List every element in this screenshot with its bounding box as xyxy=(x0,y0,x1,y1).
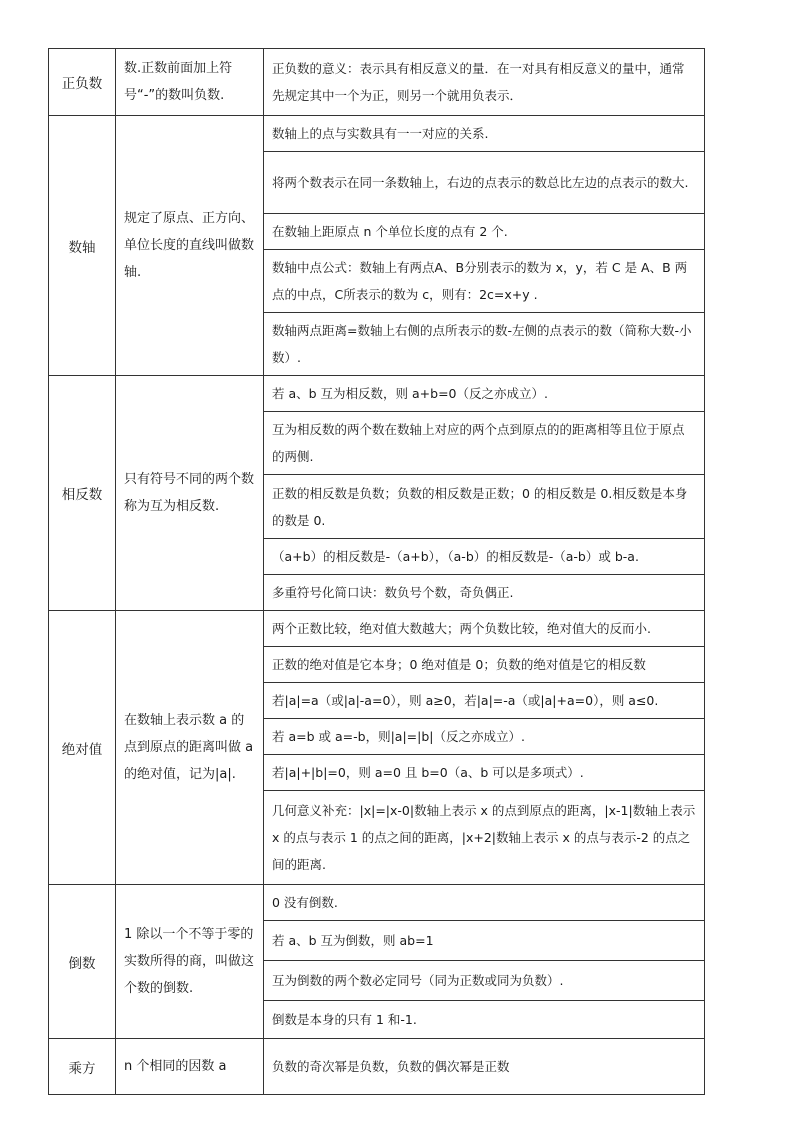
point-cell: 互为倒数的两个数必定同号（同为正数或同为负数）. xyxy=(264,961,705,1001)
term-cell: 正负数 xyxy=(49,49,116,116)
point-cell: 倒数是本身的只有 1 和-1. xyxy=(264,1001,705,1039)
row-absolute-value xyxy=(49,611,705,647)
term-cell: 相反数 xyxy=(49,376,116,611)
term-cell: 数轴 xyxy=(49,116,116,376)
point-cell: 0 没有倒数. xyxy=(264,885,705,921)
point-cell: 将两个数表示在同一条数轴上，右边的点表示的数总比左边的点表示的数大. xyxy=(264,152,705,214)
definition-cell: n 个相同的因数 a xyxy=(116,1039,264,1095)
point-cell: 若 a=b 或 a=-b，则|a|=|b|（反之亦成立）. xyxy=(264,719,705,755)
point-cell: 正负数的意义：表示具有相反意义的量．在一对具有相反意义的量中，通常先规定其中一个为正，则另一个就用负表示． xyxy=(264,49,705,116)
point-cell: 两个正数比较，绝对值大数越大；两个负数比较，绝对值大的反而小. xyxy=(264,611,705,647)
row-power xyxy=(49,1039,705,1095)
point-cell: 数轴中点公式：数轴上有两点A、B分别表示的数为 x，y，若 C 是 A、B 两点的中点，C所表示的数为 c，则有：2c=x+y . xyxy=(264,250,705,313)
definition-cell: 数.正数前面加上符号“-”的数叫负数. xyxy=(116,49,264,116)
point-cell: 多重符号化简口诀：数负号个数，奇负偶正. xyxy=(264,575,705,611)
point-cell: 若 a、b 互为相反数，则 a+b=0（反之亦成立）. xyxy=(264,376,705,412)
definition-cell: 只有符号不同的两个数称为互为相反数. xyxy=(116,376,264,611)
point-cell: 若 a、b 互为倒数，则 ab=1 xyxy=(264,921,705,961)
point-cell: 负数的奇次幂是负数，负数的偶次幂是正数 xyxy=(264,1039,705,1095)
row-reciprocal xyxy=(49,885,705,921)
point-cell: 数轴两点距离=数轴上右侧的点所表示的数-左侧的点表示的数（简称大数-小数）. xyxy=(264,313,705,376)
definition-cell: 规定了原点、正方向、单位长度的直线叫做数轴. xyxy=(116,116,264,376)
point-cell: 互为相反数的两个数在数轴上对应的两个点到原点的的距离相等且位于原点的两侧. xyxy=(264,412,705,475)
term-cell: 绝对值 xyxy=(49,611,116,885)
knowledge-table xyxy=(48,48,705,1095)
definition-cell: 在数轴上表示数 a 的点到原点的距离叫做 a 的绝对值，记为|a|. xyxy=(116,611,264,885)
point-cell: 数轴上的点与实数具有一一对应的关系. xyxy=(264,116,705,152)
point-cell: 几何意义补充：|x|=|x-0|数轴上表示 x 的点到原点的距离，|x-1|数轴上表示 x 的点与表示 1 的点之间的距离，|x+2|数轴上表示 x 的点与表示-2 的点之间的距离. xyxy=(264,791,705,885)
row-opposite-number xyxy=(49,376,705,412)
term-cell: 倒数 xyxy=(49,885,116,1039)
point-cell: 在数轴上距原点 n 个单位长度的点有 2 个. xyxy=(264,214,705,250)
point-cell: 正数的绝对值是它本身；0 绝对值是 0；负数的绝对值是它的相反数 xyxy=(264,647,705,683)
row-number-line xyxy=(49,116,705,152)
definition-cell: 1 除以一个不等于零的实数所得的商，叫做这个数的倒数. xyxy=(116,885,264,1039)
point-cell: （a+b）的相反数是-（a+b），（a-b）的相反数是-（a-b）或 b-a. xyxy=(264,539,705,575)
point-cell: 若|a|=a（或|a|-a=0），则 a≥0，若|a|=-a（或|a|+a=0），则 a≤0. xyxy=(264,683,705,719)
point-cell: 正数的相反数是负数；负数的相反数是正数；0 的相反数是 0.相反数是本身的数是 0. xyxy=(264,475,705,539)
row-positive-negative xyxy=(49,49,705,116)
term-cell: 乘方 xyxy=(49,1039,116,1095)
point-cell: 若|a|+|b|=0，则 a=0 且 b=0（a、b 可以是多项式）. xyxy=(264,755,705,791)
